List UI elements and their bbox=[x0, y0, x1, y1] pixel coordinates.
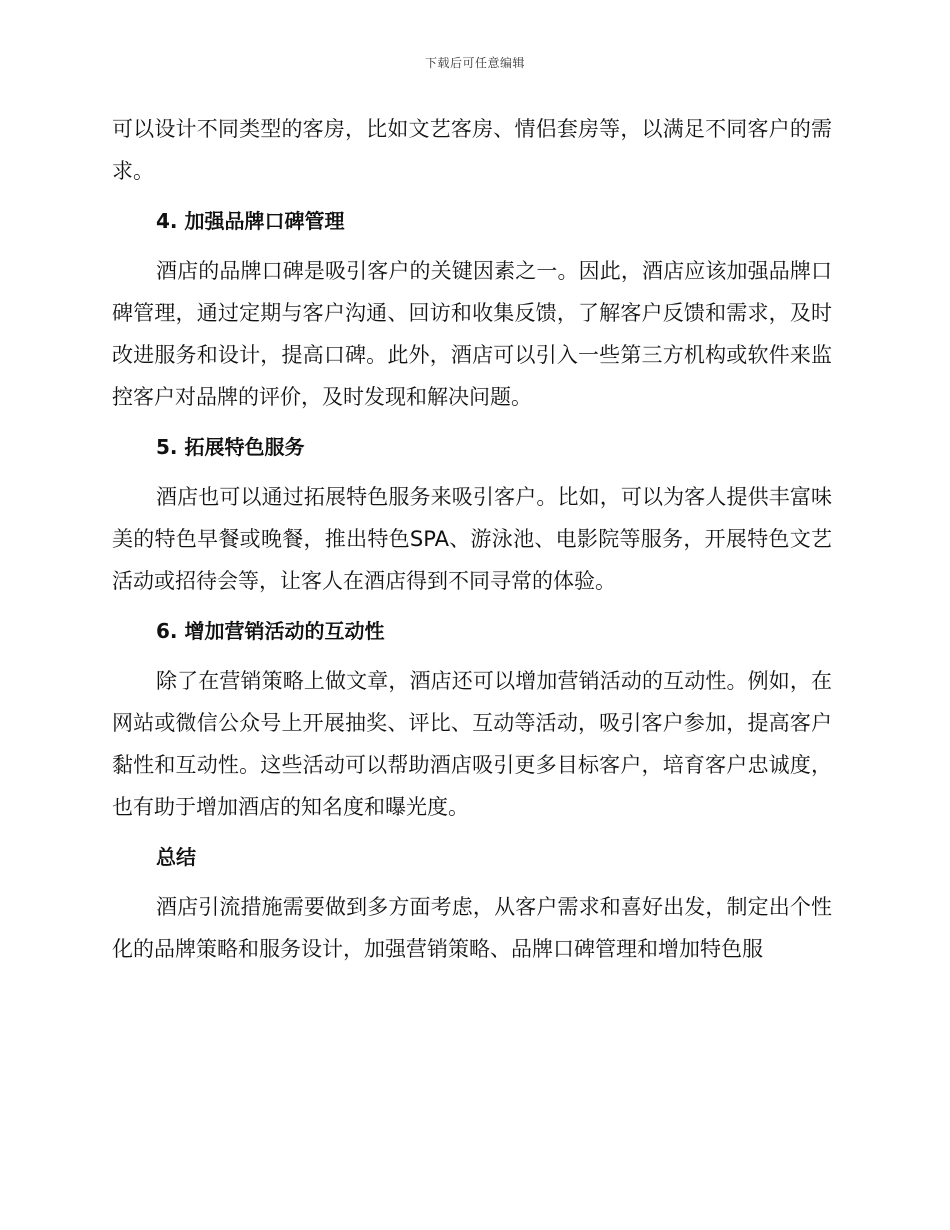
paragraph-marketing-interaction: 除了在营销策略上做文章，酒店还可以增加营销活动的互动性。例如，在网站或微信公众号上开展抽奖、评比、互动等活动，吸引客户参加，提高客户黏性和互动性。这些活动可以帮助酒店吸引更多目标客户，培育客户忠诚度，也有助于增加酒店的知名度和曝光度。 bbox=[112, 669, 832, 819]
section-heading-summary: 总结 bbox=[156, 845, 196, 869]
section-heading-marketing-interaction: 6. 增加营销活动的互动性 bbox=[156, 619, 385, 643]
paragraph-continuation: 可以设计不同类型的客房，比如文艺客房、情侣套房等，以满足不同客户的需求。 bbox=[112, 117, 832, 183]
paragraph-special-services: 酒店也可以通过拓展特色服务来吸引客户。比如，可以为客人提供丰富味美的特色早餐或晚餐，推出特色SPA、游泳池、电影院等服务，开展特色文艺活动或招待会等，让客人在酒店得到不同寻常的体验。 bbox=[112, 485, 832, 593]
section-heading-special-services: 5. 拓展特色服务 bbox=[156, 435, 305, 459]
document-body bbox=[112, 108, 832, 978]
section-heading-brand-reputation: 4. 加强品牌口碑管理 bbox=[156, 209, 345, 233]
page-header: 下载后可任意编辑 bbox=[424, 56, 525, 70]
paragraph-brand-reputation: 酒店的品牌口碑是吸引客户的关键因素之一。因此，酒店应该加强品牌口碑管理，通过定期与客户沟通、回访和收集反馈，了解客户反馈和需求，及时改进服务和设计，提高口碑。此外，酒店可以引入一些第三方机构或软件来监控客户对品牌的评价，及时发现和解决问题。 bbox=[112, 259, 832, 409]
paragraph-summary: 酒店引流措施需要做到多方面考虑，从客户需求和喜好出发，制定出个性化的品牌策略和服务设计，加强营销策略、品牌口碑管理和增加特色服 bbox=[112, 895, 832, 961]
